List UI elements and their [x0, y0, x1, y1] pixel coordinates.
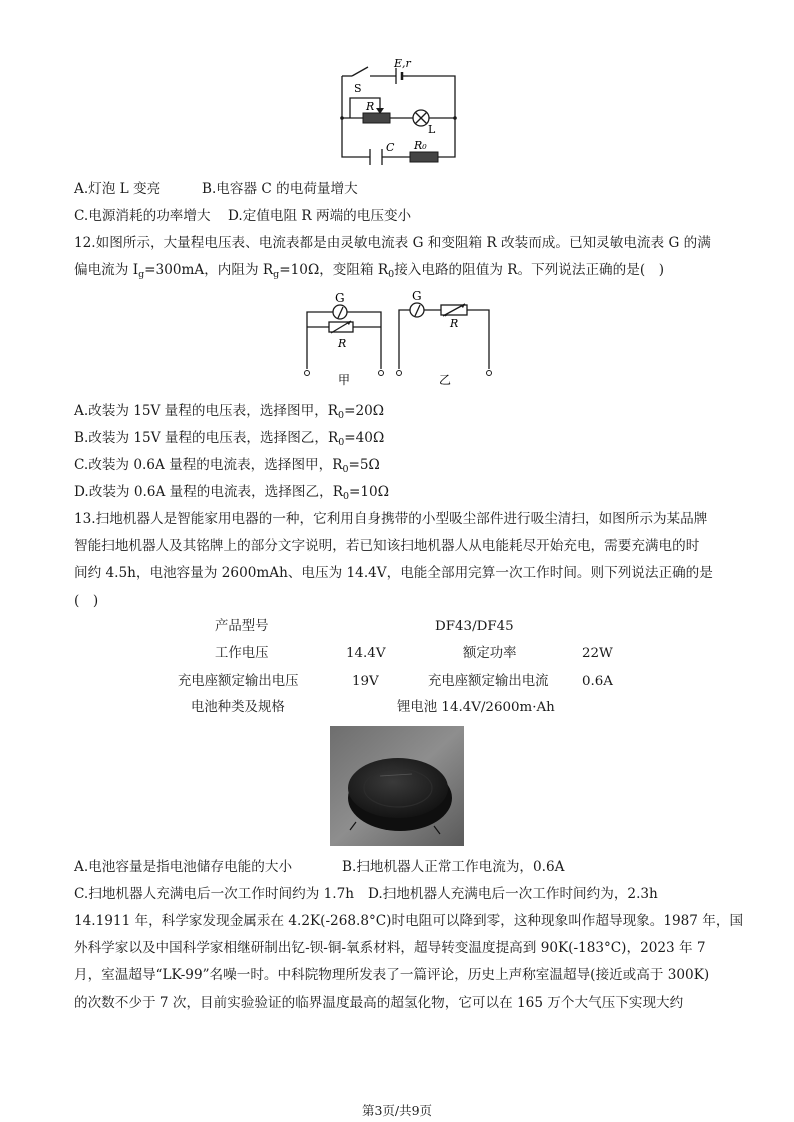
q13-option-a: A.电池容量是指电池储存电能的大小	[74, 859, 293, 875]
q11-option-b: B.电容器 C 的电荷量增大	[202, 181, 358, 197]
label-rheostat: R	[366, 100, 375, 113]
spec-power-label: 额定功率	[463, 646, 517, 661]
q13-stem-line2: 智能扫地机器人及其铭牌上的部分文字说明，若已知该扫地机器人从电能耗尽开始充电，需要充满电的时	[74, 538, 700, 554]
spec-model-label: 产品型号	[215, 619, 269, 634]
label-resistor: R₀	[414, 139, 427, 152]
label-source: E,r	[394, 57, 411, 70]
label-capacitor: C	[386, 141, 395, 154]
label-jia: 甲	[338, 373, 351, 387]
label-switch: S	[354, 82, 362, 95]
q13-stem-line3: 间约 4.5h，电池容量为 2600mAh、电压为 14.4V，电能全部用完算一次工作时间。则下列说法正确的是	[74, 565, 713, 581]
q13-option-b: B.扫地机器人正常工作电流为，0.6A	[342, 859, 565, 875]
label-g-left: G	[335, 291, 345, 305]
q14-line4: 的次数不少于 7 次，目前实验验证的临界温度最高的超氢化物，它可以在 165 万个大气压下实现大约	[74, 995, 684, 1011]
label-yi: 乙	[439, 373, 452, 387]
q12-stem-line2: 偏电流为 $I_g=300mA$，内阻为 $R_g=10\Omega$，变阻箱 $R_0$接入电路的阻值为 R。下列说法正确的是( )	[74, 262, 665, 280]
q13-option-d: D.扫地机器人充满电后一次工作时间约为，2.3h	[368, 886, 658, 902]
q13-stem-line1: 13.扫地机器人是智能家用电器的一种，它利用自身携带的小型吸尘部件进行吸尘清扫，如图所示为某品牌	[74, 511, 708, 527]
q12-meter-diagram	[295, 287, 505, 387]
q12-option-d: D.改装为 0.6A 量程的电流表，选择图乙，$R_0=10\Omega$	[74, 484, 389, 502]
spec-power-value: 22W	[582, 646, 613, 661]
q12-option-b: B.改装为 15V 量程的电压表，选择图乙，$R_0=40\Omega$	[74, 430, 385, 448]
q12-option-c: C.改装为 0.6A 量程的电流表，选择图甲，$R_0=5\Omega$	[74, 457, 380, 475]
label-r-right: R	[450, 317, 459, 330]
q11-option-c: C.电源消耗的功率增大	[74, 208, 211, 224]
q14-line3: 月，室温超导“LK-99”名噪一时。中科院物理所发表了一篇评论，历史上声称室温超导(接近或高于 300K)	[74, 967, 710, 983]
q12-stem-line1: 12.如图所示，大量程电压表、电流表都是由灵敏电流表 G 和变阻箱 R 改装而成。已知灵敏电流表 G 的满	[74, 235, 711, 251]
q11-option-a: A.灯泡 L 变亮	[74, 181, 161, 197]
spec-charger-i-value: 0.6A	[582, 674, 613, 689]
q13-options-row-2	[74, 885, 658, 903]
page-footer: 第3页/共9页	[361, 1103, 433, 1118]
q13-option-c: C.扫地机器人充满电后一次工作时间约为 1.7h	[74, 886, 355, 902]
spec-charger-v-value: 19V	[352, 674, 379, 689]
q11-options-row-2	[74, 207, 411, 225]
label-r-left: R	[338, 337, 347, 350]
label-lamp: L	[428, 123, 436, 136]
label-g-right: G	[412, 289, 422, 303]
q11-options-row-1	[74, 180, 358, 198]
q12-option-a: A.改装为 15V 量程的电压表，选择图甲，$R_0=20\Omega$	[74, 403, 385, 421]
robot-vacuum-photo	[330, 726, 464, 846]
spec-model-value: DF43/DF45	[435, 619, 514, 634]
q11-circuit-diagram	[330, 55, 465, 165]
spec-charger-v-label: 充电座额定输出电压	[178, 674, 299, 689]
q13-stem-line4: ( )	[74, 593, 99, 609]
q13-options-row-1	[74, 858, 564, 876]
q14-line1: 14.1911 年，科学家发现金属汞在 4.2K(-268.8°C)时电阻可以降到零，这种现象叫作超导现象。1987 年，国	[74, 913, 744, 929]
spec-battery-value: 锂电池 14.4V/2600m·Ah	[397, 700, 555, 715]
spec-voltage-label: 工作电压	[215, 646, 269, 661]
q11-option-d: D.定值电阻 R 两端的电压变小	[228, 208, 412, 224]
spec-charger-i-label: 充电座额定输出电流	[428, 674, 549, 689]
spec-battery-label: 电池种类及规格	[191, 700, 285, 715]
spec-voltage-value: 14.4V	[346, 646, 386, 661]
q14-line2: 外科学家以及中国科学家相继研制出钇-钡-铜-氧系材料，超导转变温度提高到 90K(-183°C)，2023 年 7	[74, 940, 706, 956]
